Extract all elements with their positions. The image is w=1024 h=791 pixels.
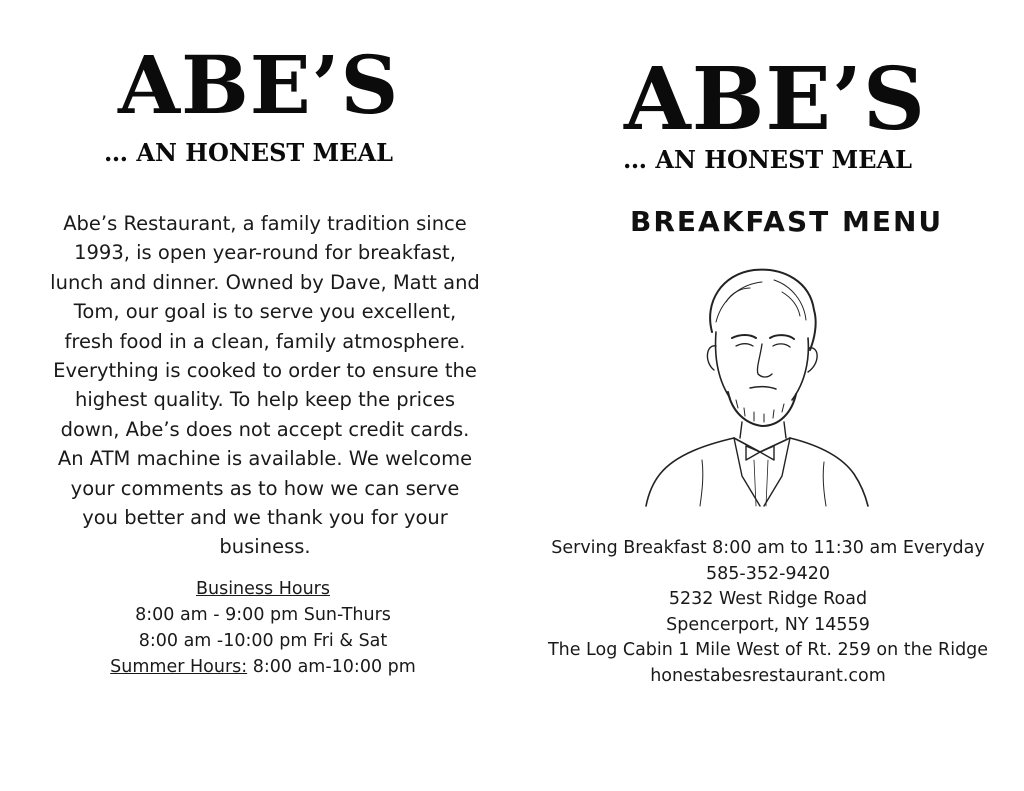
restaurant-logo-text: ABE’S bbox=[624, 49, 927, 150]
hours-heading: Business Hours bbox=[195, 579, 330, 599]
hours-summer bbox=[100, 654, 426, 680]
menu-title: BREAKFAST MENU bbox=[630, 205, 944, 238]
lincoln-portrait-icon bbox=[642, 262, 872, 508]
summer-hours-label: Summer Hours: bbox=[110, 657, 248, 677]
restaurant-info bbox=[522, 536, 1014, 690]
intro-paragraph: Abe’s Restaurant, a family tradition since 1993, is open year-round for breakfast, lunch and dinner. Owned by Dave, Matt and Tom, our goal is to serve you excellent, fresh food in a clean, family atmosphere. Everything is cooked to order to ensure the highest quality. To help keep the prices down, Abe’s does not accept credit cards. An ATM machine is available. We welcome your comments as to how we can serve you better and we thank you for your business. bbox=[50, 212, 480, 559]
street-address: 5232 West Ridge Road bbox=[668, 589, 868, 610]
hours-weekend: 8:00 am -10:00 pm Fri & Sat bbox=[138, 631, 388, 651]
phone-number: 585-352-9420 bbox=[706, 563, 830, 584]
restaurant-logo-text: ABE’S bbox=[118, 38, 400, 132]
summer-hours-value: 8:00 am-10:00 pm bbox=[247, 657, 416, 677]
tagline: … AN HONEST MEAL bbox=[104, 138, 393, 167]
hours-weekday: 8:00 am - 9:00 pm Sun-Thurs bbox=[135, 605, 391, 625]
location-directions: The Log Cabin 1 Mile West of Rt. 259 on the Ridge bbox=[547, 640, 989, 661]
front-cover-panel bbox=[512, 0, 1024, 791]
business-hours bbox=[100, 576, 426, 680]
tagline: … AN HONEST MEAL bbox=[623, 145, 912, 174]
website-url: honestabesrestaurant.com bbox=[650, 665, 886, 686]
city-state-zip: Spencerport, NY 14559 bbox=[666, 614, 870, 635]
breakfast-hours: Serving Breakfast 8:00 am to 11:30 am Everyday bbox=[551, 538, 985, 558]
